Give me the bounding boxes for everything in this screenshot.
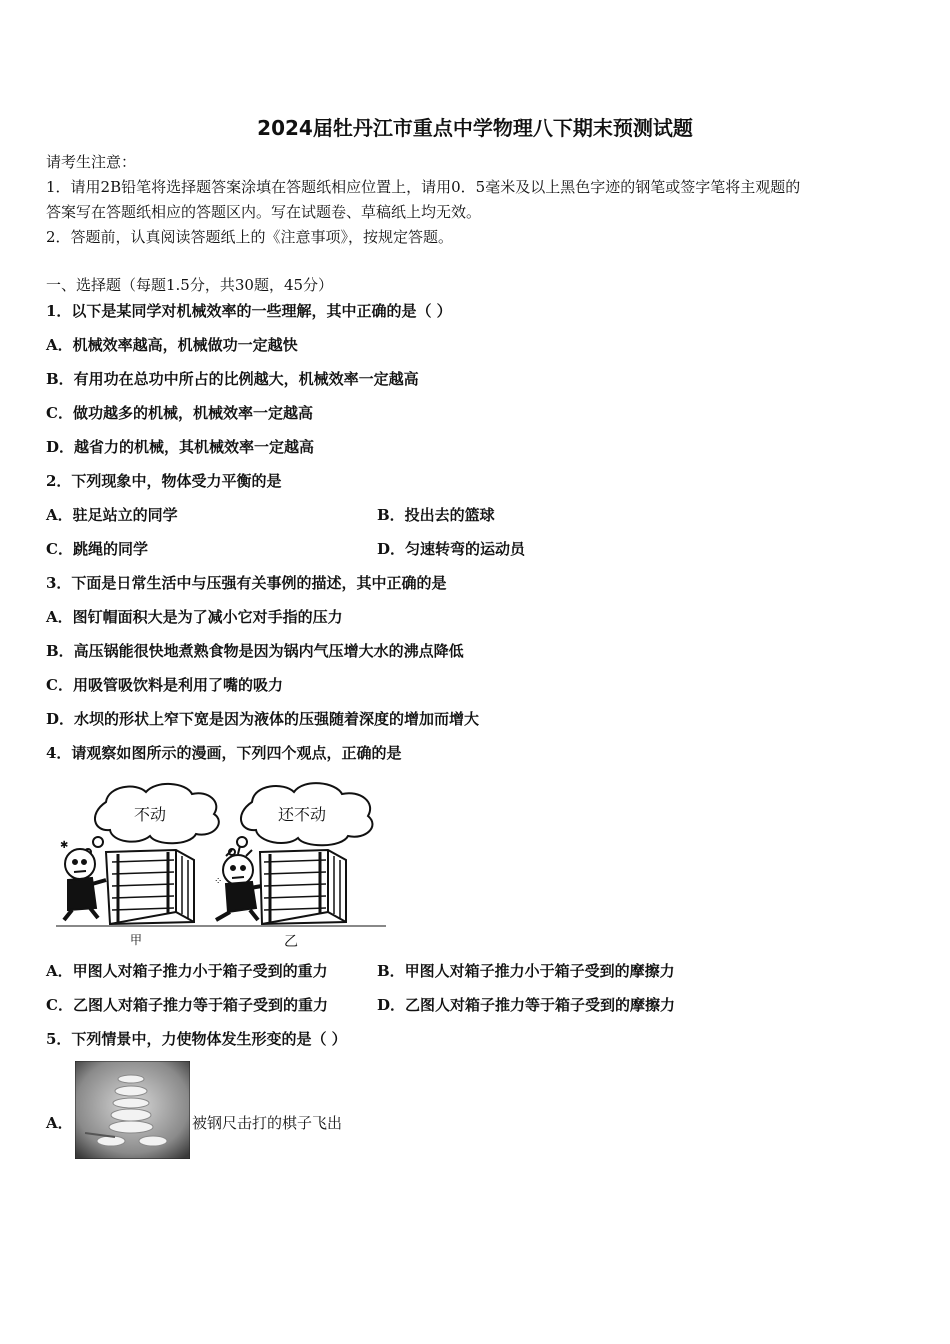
notice-line-1b: 答案写在答题纸相应的答题区内。写在试题卷、草稿纸上均无效。 <box>46 203 482 221</box>
q4-option-b: B．甲图人对箱子推力小于箱子受到的摩擦力 <box>377 962 675 980</box>
bubble-text-yi: 还不动 <box>278 805 327 824</box>
q2-option-c: C．跳绳的同学 <box>46 540 148 558</box>
q5-option-a-text: 被钢尺击打的棋子飞出 <box>192 1114 343 1132</box>
q3-option-a: A．图钉帽面积大是为了减小它对手指的压力 <box>46 608 343 626</box>
q4-stem: 4．请观察如图所示的漫画，下列四个观点，正确的是 <box>46 744 402 762</box>
q3-option-c: C．用吸管吸饮料是利用了嘴的吸力 <box>46 676 283 694</box>
svg-text:⁘: ⁘ <box>214 876 223 887</box>
q3-option-b: B．高压锅能很快地煮熟食物是因为锅内气压增大水的沸点降低 <box>46 642 464 660</box>
q5-stem: 5．下列情景中，力使物体发生形变的是（ ） <box>46 1030 347 1048</box>
q2-option-d: D．匀速转弯的运动员 <box>377 540 526 558</box>
wooden-box-jia <box>106 850 194 924</box>
wooden-box-yi <box>260 850 346 924</box>
svg-text:✱: ✱ <box>60 840 69 851</box>
q2-option-a: A．驻足站立的同学 <box>46 506 178 524</box>
q2-option-b: B．投出去的篮球 <box>377 506 495 524</box>
q1-option-d: D．越省力的机械，其机械效率一定越高 <box>46 438 315 456</box>
page-title: 2024届牡丹江市重点中学物理八下期末预测试题 <box>257 116 693 140</box>
q2-stem: 2．下列现象中，物体受力平衡的是 <box>46 472 282 490</box>
section-heading: 一、选择题（每题1.5分，共30题，45分） <box>46 276 334 294</box>
q1-option-a: A．机械效率越高，机械做功一定越快 <box>46 336 298 354</box>
q4-option-c: C．乙图人对箱子推力等于箱子受到的重力 <box>46 996 328 1014</box>
q3-stem: 3．下面是日常生活中与压强有关事例的描述，其中正确的是 <box>46 574 447 592</box>
bubble-text-jia: 不动 <box>134 805 167 824</box>
cartoon-pushing-box-figure <box>46 780 396 952</box>
figure-label-jia: 甲 <box>130 933 143 947</box>
stacked-chess-pieces-photo <box>75 1061 190 1159</box>
q5-option-a-label: A． <box>46 1114 73 1132</box>
q4-option-a: A．甲图人对箱子推力小于箱子受到的重力 <box>46 962 328 980</box>
person-jia <box>60 840 106 920</box>
notice-heading: 请考生注意： <box>46 153 137 171</box>
person-yi <box>214 846 262 920</box>
notice-line-2: 2．答题前，认真阅读答题纸上的《注意事项》，按规定答题。 <box>46 228 454 246</box>
q3-option-d: D．水坝的形状上窄下宽是因为液体的压强随着深度的增加而增大 <box>46 710 480 728</box>
q1-stem: 1．以下是某同学对机械效率的一些理解，其中正确的是（ ） <box>46 302 452 320</box>
notice-line-1a: 1．请用2B铅笔将选择题答案涂填在答题纸相应位置上，请用0．5毫米及以上黑色字迹的钢笔或签字笔将主观题的 <box>46 178 801 196</box>
q1-option-b: B．有用功在总功中所占的比例越大，机械效率一定越高 <box>46 370 419 388</box>
q1-option-c: C．做功越多的机械，机械效率一定越高 <box>46 404 313 422</box>
figure-label-yi: 乙 <box>284 934 298 950</box>
q4-option-d: D．乙图人对箱子推力等于箱子受到的摩擦力 <box>377 996 676 1014</box>
